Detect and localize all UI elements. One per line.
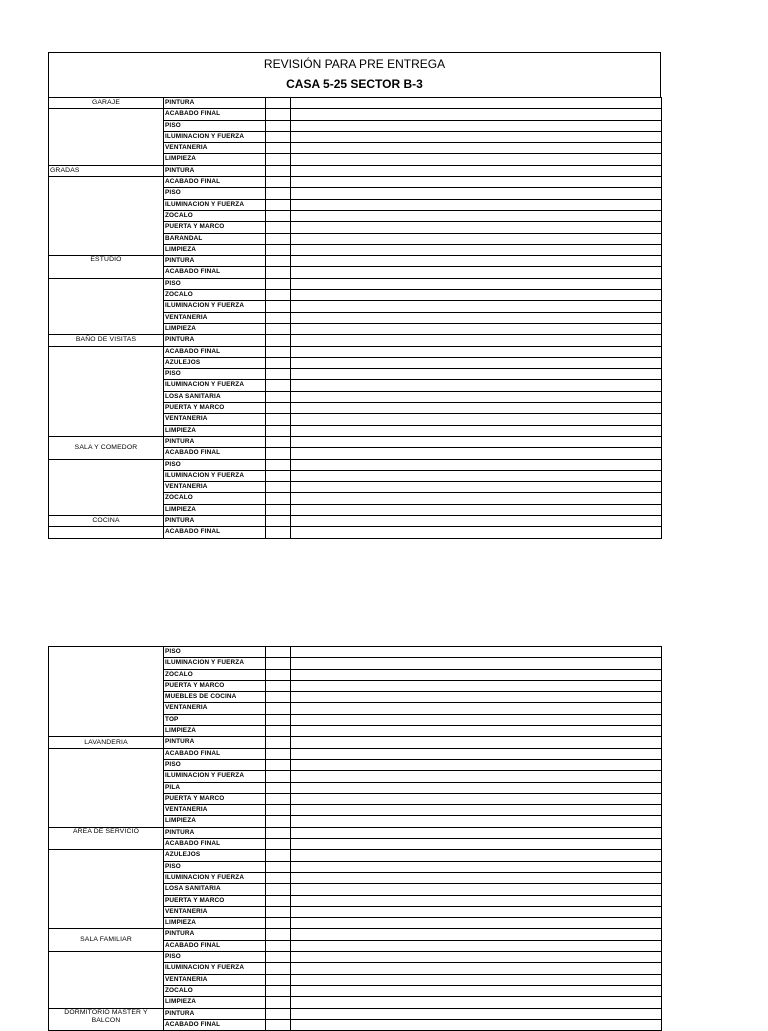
item-label: TOP xyxy=(164,714,266,725)
observation-cell[interactable] xyxy=(291,323,662,334)
observation-cell[interactable] xyxy=(291,906,662,917)
area-cell xyxy=(49,647,164,737)
check-cell[interactable] xyxy=(266,895,291,906)
item-label: ACABADO FINAL xyxy=(164,177,266,188)
item-label: PISO xyxy=(164,278,266,289)
item-label: ILUMINACION Y FUERZA xyxy=(164,771,266,782)
item-label: VENTANERIA xyxy=(164,805,266,816)
check-cell[interactable] xyxy=(266,793,291,804)
check-cell[interactable] xyxy=(266,425,291,436)
check-cell[interactable] xyxy=(266,906,291,917)
observation-cell[interactable] xyxy=(291,233,662,244)
observation-cell[interactable] xyxy=(291,940,662,951)
checklist-row xyxy=(49,98,662,109)
checklist-body xyxy=(49,98,662,539)
item-label: PINTURA xyxy=(164,929,266,940)
checklist-page-2 xyxy=(48,646,661,1031)
observation-cell[interactable] xyxy=(291,165,662,176)
check-cell[interactable] xyxy=(266,726,291,737)
check-cell[interactable] xyxy=(266,692,291,703)
item-label: VENTANERIA xyxy=(164,974,266,985)
item-label: PISO xyxy=(164,647,266,658)
check-cell[interactable] xyxy=(266,312,291,323)
item-label: VENTANERIA xyxy=(164,143,266,154)
observation-cell[interactable] xyxy=(291,974,662,985)
check-cell[interactable] xyxy=(266,759,291,770)
check-cell[interactable] xyxy=(266,244,291,255)
item-label: ILUMINACION Y FUERZA xyxy=(164,872,266,883)
observation-cell[interactable] xyxy=(291,861,662,872)
item-label: LIMPIEZA xyxy=(164,244,266,255)
observation-cell[interactable] xyxy=(291,726,662,737)
checklist-row xyxy=(49,850,662,861)
checklist-row xyxy=(49,952,662,963)
checklist-row xyxy=(49,165,662,176)
observation-cell[interactable] xyxy=(291,714,662,725)
observation-cell[interactable] xyxy=(291,414,662,425)
check-cell[interactable] xyxy=(266,143,291,154)
item-label: LIMPIEZA xyxy=(164,323,266,334)
check-cell[interactable] xyxy=(266,448,291,459)
observation-cell[interactable] xyxy=(291,805,662,816)
observation-cell[interactable] xyxy=(291,997,662,1008)
check-cell[interactable] xyxy=(266,98,291,109)
check-cell[interactable] xyxy=(266,165,291,176)
observation-cell[interactable] xyxy=(291,515,662,526)
item-label: LOSA SANITARIA xyxy=(164,391,266,402)
observation-cell[interactable] xyxy=(291,267,662,278)
item-label: ACABADO FINAL xyxy=(164,1019,266,1030)
observation-cell[interactable] xyxy=(291,448,662,459)
check-cell[interactable] xyxy=(266,850,291,861)
check-cell[interactable] xyxy=(266,669,291,680)
observation-cell[interactable] xyxy=(291,222,662,233)
item-label: PUERTA Y MARCO xyxy=(164,680,266,691)
observation-cell[interactable] xyxy=(291,504,662,515)
check-cell[interactable] xyxy=(266,335,291,346)
check-cell[interactable] xyxy=(266,861,291,872)
item-label: PISO xyxy=(164,369,266,380)
checklist-table xyxy=(48,646,662,1031)
item-label: ILUMINACION Y FUERZA xyxy=(164,301,266,312)
observation-cell[interactable] xyxy=(291,256,662,267)
item-label: ZOCALO xyxy=(164,985,266,996)
observation-cell[interactable] xyxy=(291,290,662,301)
item-label: LIMPIEZA xyxy=(164,726,266,737)
item-label: ACABADO FINAL xyxy=(164,267,266,278)
area-label: AREA DE SERVICIO xyxy=(49,827,164,850)
item-label: AZULEJOS xyxy=(164,850,266,861)
check-cell[interactable] xyxy=(266,301,291,312)
observation-cell[interactable] xyxy=(291,154,662,165)
observation-cell[interactable] xyxy=(291,98,662,109)
checklist-row xyxy=(49,647,662,658)
item-label: PISO xyxy=(164,759,266,770)
observation-cell[interactable] xyxy=(291,872,662,883)
observation-cell[interactable] xyxy=(291,403,662,414)
observation-cell[interactable] xyxy=(291,952,662,963)
check-cell[interactable] xyxy=(266,1008,291,1019)
observation-cell[interactable] xyxy=(291,335,662,346)
item-label: LOSA SANITARIA xyxy=(164,884,266,895)
area-cell xyxy=(49,278,164,334)
item-label: PISO xyxy=(164,188,266,199)
item-label: ACABADO FINAL xyxy=(164,839,266,850)
check-cell[interactable] xyxy=(266,290,291,301)
item-label: ACABADO FINAL xyxy=(164,940,266,951)
check-cell[interactable] xyxy=(266,872,291,883)
check-cell[interactable] xyxy=(266,199,291,210)
check-cell[interactable] xyxy=(266,782,291,793)
checklist-row xyxy=(49,256,662,267)
observation-cell[interactable] xyxy=(291,1008,662,1019)
checklist-row xyxy=(49,459,662,470)
observation-cell[interactable] xyxy=(291,1019,662,1030)
item-label: PINTURA xyxy=(164,737,266,748)
area-cell xyxy=(49,850,164,929)
check-cell[interactable] xyxy=(266,346,291,357)
observation-cell[interactable] xyxy=(291,816,662,827)
check-cell[interactable] xyxy=(266,940,291,951)
item-label: PISO xyxy=(164,120,266,131)
item-label: LIMPIEZA xyxy=(164,997,266,1008)
check-cell[interactable] xyxy=(266,357,291,368)
item-label: LIMPIEZA xyxy=(164,154,266,165)
document-title: REVISIÓN PARA PRE ENTREGA xyxy=(263,57,446,71)
check-cell[interactable] xyxy=(266,918,291,929)
check-cell[interactable] xyxy=(266,839,291,850)
observation-cell[interactable] xyxy=(291,210,662,221)
observation-cell[interactable] xyxy=(291,527,662,538)
observation-cell[interactable] xyxy=(291,692,662,703)
observation-cell[interactable] xyxy=(291,346,662,357)
checklist-row xyxy=(49,335,662,346)
observation-cell[interactable] xyxy=(291,963,662,974)
item-label: ACABADO FINAL xyxy=(164,448,266,459)
observation-cell[interactable] xyxy=(291,985,662,996)
document-subtitle: CASA 5-25 SECTOR B-3 xyxy=(286,77,423,91)
checklist-table xyxy=(48,97,662,539)
checklist-row xyxy=(49,436,662,447)
check-cell[interactable] xyxy=(266,527,291,538)
item-label: VENTANERIA xyxy=(164,482,266,493)
observation-cell[interactable] xyxy=(291,771,662,782)
check-cell[interactable] xyxy=(266,210,291,221)
item-label: ZOCALO xyxy=(164,290,266,301)
observation-cell[interactable] xyxy=(291,459,662,470)
item-label: PINTURA xyxy=(164,827,266,838)
document-header xyxy=(48,52,661,97)
check-cell[interactable] xyxy=(266,680,291,691)
check-cell[interactable] xyxy=(266,1019,291,1030)
item-label: VENTANERIA xyxy=(164,906,266,917)
observation-cell[interactable] xyxy=(291,759,662,770)
check-cell[interactable] xyxy=(266,470,291,481)
check-cell[interactable] xyxy=(266,482,291,493)
area-cell xyxy=(49,346,164,436)
observation-cell[interactable] xyxy=(291,669,662,680)
check-cell[interactable] xyxy=(266,771,291,782)
check-cell[interactable] xyxy=(266,391,291,402)
item-label: PINTURA xyxy=(164,515,266,526)
check-cell[interactable] xyxy=(266,233,291,244)
checklist-row xyxy=(49,278,662,289)
observation-cell[interactable] xyxy=(291,380,662,391)
observation-cell[interactable] xyxy=(291,493,662,504)
area-label: SALA FAMILIAR xyxy=(49,929,164,952)
observation-cell[interactable] xyxy=(291,188,662,199)
observation-cell[interactable] xyxy=(291,131,662,142)
observation-cell[interactable] xyxy=(291,918,662,929)
item-label: PINTURA xyxy=(164,256,266,267)
item-label: PUERTA Y MARCO xyxy=(164,222,266,233)
observation-cell[interactable] xyxy=(291,782,662,793)
area-cell xyxy=(49,527,164,538)
observation-cell[interactable] xyxy=(291,793,662,804)
area-cell xyxy=(49,952,164,1008)
item-label: VENTANERIA xyxy=(164,414,266,425)
item-label: ZOCALO xyxy=(164,210,266,221)
check-cell[interactable] xyxy=(266,414,291,425)
item-label: PINTURA xyxy=(164,98,266,109)
checklist-row xyxy=(49,748,662,759)
observation-cell[interactable] xyxy=(291,470,662,481)
observation-cell[interactable] xyxy=(291,143,662,154)
item-label: ILUMINACION Y FUERZA xyxy=(164,131,266,142)
observation-cell[interactable] xyxy=(291,369,662,380)
check-cell[interactable] xyxy=(266,647,291,658)
item-label: PUERTA Y MARCO xyxy=(164,895,266,906)
check-cell[interactable] xyxy=(266,714,291,725)
item-label: LIMPIEZA xyxy=(164,425,266,436)
observation-cell[interactable] xyxy=(291,737,662,748)
area-label: GRADAS xyxy=(49,165,164,176)
observation-cell[interactable] xyxy=(291,827,662,838)
item-label: LIMPIEZA xyxy=(164,816,266,827)
observation-cell[interactable] xyxy=(291,895,662,906)
check-cell[interactable] xyxy=(266,997,291,1008)
item-label: PINTURA xyxy=(164,335,266,346)
check-cell[interactable] xyxy=(266,131,291,142)
checklist-row xyxy=(49,929,662,940)
observation-cell[interactable] xyxy=(291,436,662,447)
checklist-row xyxy=(49,346,662,357)
observation-cell[interactable] xyxy=(291,482,662,493)
area-cell xyxy=(49,459,164,515)
item-label: ACABADO FINAL xyxy=(164,748,266,759)
checklist-row xyxy=(49,1008,662,1019)
observation-cell[interactable] xyxy=(291,884,662,895)
item-label: ILUMINACION Y FUERZA xyxy=(164,470,266,481)
item-label: PINTURA xyxy=(164,1008,266,1019)
item-label: ACABADO FINAL xyxy=(164,109,266,120)
check-cell[interactable] xyxy=(266,884,291,895)
item-label: ZOCALO xyxy=(164,669,266,680)
check-cell[interactable] xyxy=(266,493,291,504)
checklist-page-1 xyxy=(48,52,661,539)
check-cell[interactable] xyxy=(266,177,291,188)
check-cell[interactable] xyxy=(266,369,291,380)
area-cell xyxy=(49,177,164,256)
check-cell[interactable] xyxy=(266,459,291,470)
checklist-row xyxy=(49,515,662,526)
item-label: PISO xyxy=(164,952,266,963)
observation-cell[interactable] xyxy=(291,748,662,759)
observation-cell[interactable] xyxy=(291,357,662,368)
item-label: VENTANERIA xyxy=(164,703,266,714)
item-label: VENTANERIA xyxy=(164,312,266,323)
check-cell[interactable] xyxy=(266,109,291,120)
observation-cell[interactable] xyxy=(291,850,662,861)
observation-cell[interactable] xyxy=(291,244,662,255)
observation-cell[interactable] xyxy=(291,658,662,669)
check-cell[interactable] xyxy=(266,504,291,515)
item-label: AZULEJOS xyxy=(164,357,266,368)
observation-cell[interactable] xyxy=(291,109,662,120)
check-cell[interactable] xyxy=(266,748,291,759)
item-label: MUEBLES DE COCINA xyxy=(164,692,266,703)
check-cell[interactable] xyxy=(266,805,291,816)
item-label: ILUMINACION Y FUERZA xyxy=(164,963,266,974)
check-cell[interactable] xyxy=(266,816,291,827)
check-cell[interactable] xyxy=(266,952,291,963)
item-label: ACABADO FINAL xyxy=(164,527,266,538)
observation-cell[interactable] xyxy=(291,391,662,402)
check-cell[interactable] xyxy=(266,436,291,447)
area-label: COCINA xyxy=(49,515,164,526)
item-label: ILUMINACION Y FUERZA xyxy=(164,380,266,391)
check-cell[interactable] xyxy=(266,380,291,391)
item-label: ILUMINACION Y FUERZA xyxy=(164,199,266,210)
observation-cell[interactable] xyxy=(291,120,662,131)
observation-cell[interactable] xyxy=(291,647,662,658)
checklist-row xyxy=(49,827,662,838)
item-label: ILUMINACION Y FUERZA xyxy=(164,658,266,669)
area-label: GARAJE xyxy=(49,98,164,109)
observation-cell[interactable] xyxy=(291,312,662,323)
item-label: PISO xyxy=(164,861,266,872)
check-cell[interactable] xyxy=(266,827,291,838)
checklist-row xyxy=(49,527,662,538)
observation-cell[interactable] xyxy=(291,839,662,850)
check-cell[interactable] xyxy=(266,737,291,748)
check-cell[interactable] xyxy=(266,963,291,974)
check-cell[interactable] xyxy=(266,985,291,996)
check-cell[interactable] xyxy=(266,703,291,714)
item-label: PISO xyxy=(164,459,266,470)
checklist-row xyxy=(49,177,662,188)
observation-cell[interactable] xyxy=(291,278,662,289)
observation-cell[interactable] xyxy=(291,301,662,312)
item-label: LIMPIEZA xyxy=(164,504,266,515)
check-cell[interactable] xyxy=(266,120,291,131)
checklist-row xyxy=(49,737,662,748)
area-label: BAÑO DE VISITAS xyxy=(49,335,164,346)
check-cell[interactable] xyxy=(266,256,291,267)
item-label: BARANDAL xyxy=(164,233,266,244)
check-cell[interactable] xyxy=(266,154,291,165)
check-cell[interactable] xyxy=(266,974,291,985)
item-label: LIMPIEZA xyxy=(164,918,266,929)
observation-cell[interactable] xyxy=(291,199,662,210)
checklist-row xyxy=(49,109,662,120)
item-label: ACABADO FINAL xyxy=(164,346,266,357)
observation-cell[interactable] xyxy=(291,929,662,940)
check-cell[interactable] xyxy=(266,222,291,233)
check-cell[interactable] xyxy=(266,658,291,669)
area-cell xyxy=(49,748,164,827)
item-label: PUERTA Y MARCO xyxy=(164,403,266,414)
check-cell[interactable] xyxy=(266,929,291,940)
check-cell[interactable] xyxy=(266,515,291,526)
item-label: PUERTA Y MARCO xyxy=(164,793,266,804)
item-label: ZOCALO xyxy=(164,493,266,504)
area-label: LAVANDERIA xyxy=(49,737,164,748)
area-cell xyxy=(49,109,164,165)
observation-cell[interactable] xyxy=(291,177,662,188)
area-label: ESTUDIO xyxy=(49,256,164,279)
observation-cell[interactable] xyxy=(291,425,662,436)
area-label: DORMITORIO MASTER Y BALCON xyxy=(49,1008,164,1031)
check-cell[interactable] xyxy=(266,403,291,414)
observation-cell[interactable] xyxy=(291,680,662,691)
check-cell[interactable] xyxy=(266,278,291,289)
item-label: PILA xyxy=(164,782,266,793)
check-cell[interactable] xyxy=(266,267,291,278)
item-label: PINTURA xyxy=(164,165,266,176)
observation-cell[interactable] xyxy=(291,703,662,714)
item-label: PINTURA xyxy=(164,436,266,447)
checklist-body xyxy=(49,647,662,1031)
check-cell[interactable] xyxy=(266,188,291,199)
area-label: SALA Y COMEDOR xyxy=(49,436,164,459)
check-cell[interactable] xyxy=(266,323,291,334)
